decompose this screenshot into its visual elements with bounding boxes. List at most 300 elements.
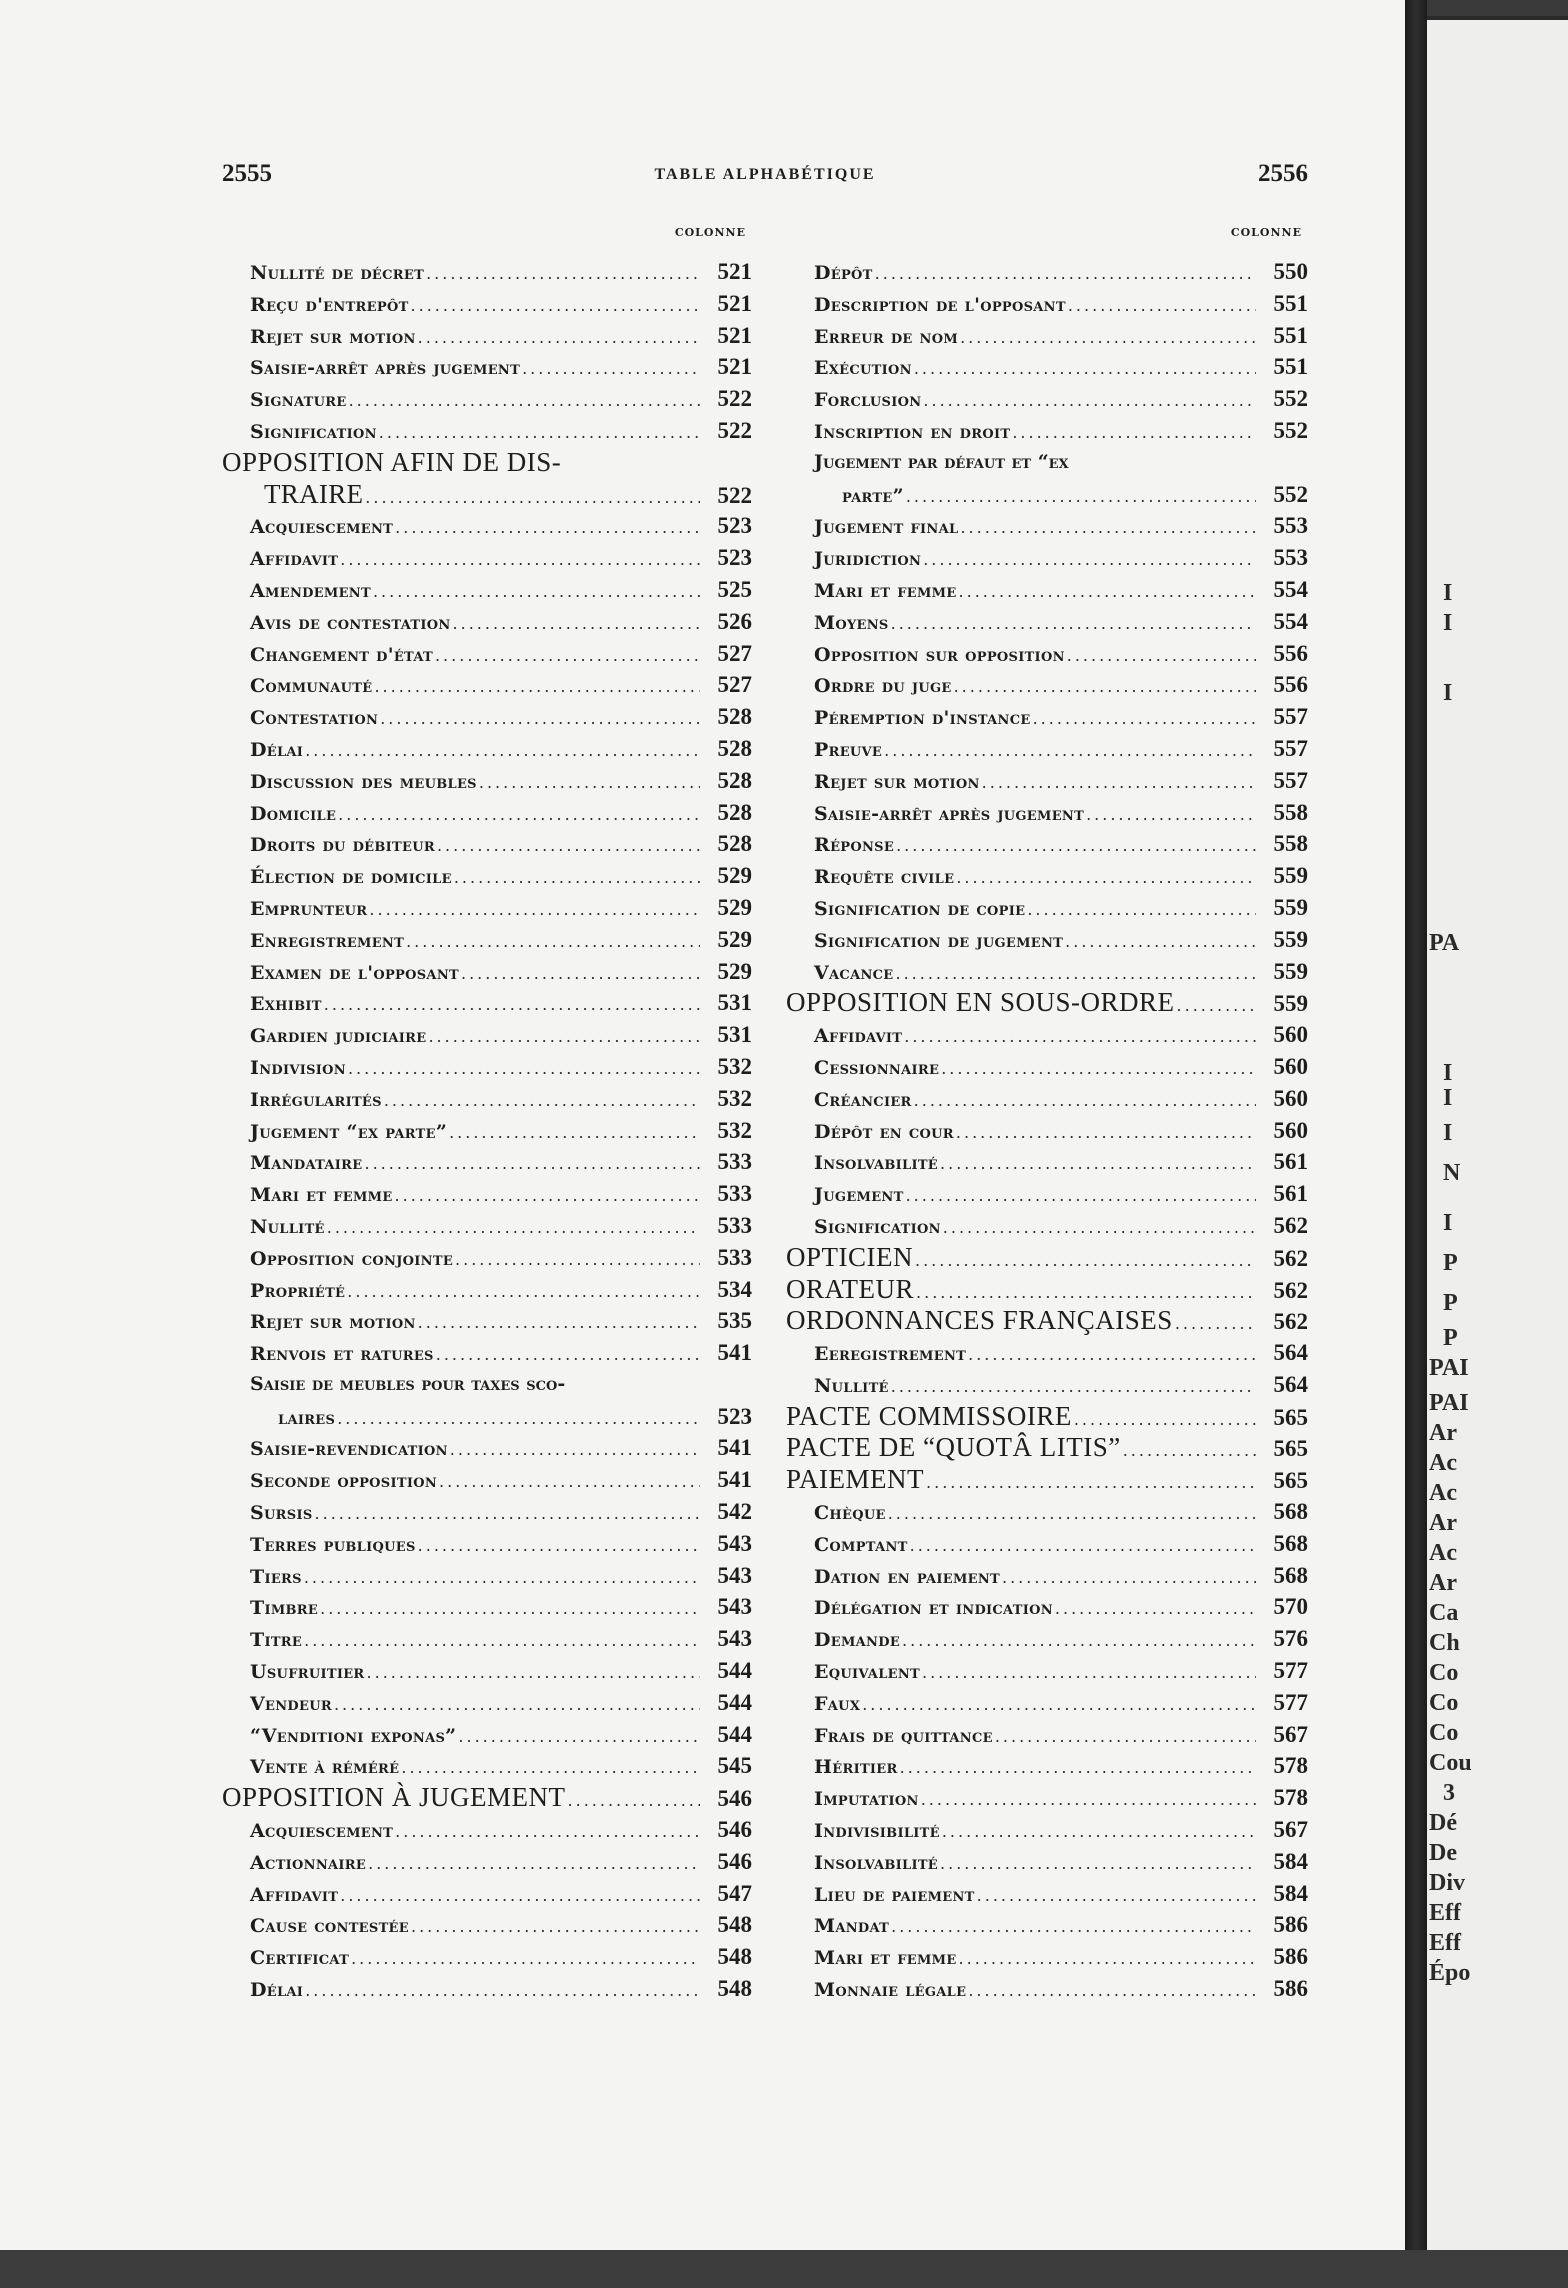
column-number: 543 — [717, 1562, 752, 1588]
column-number: 523 — [717, 545, 752, 571]
entry-term: Acquiescement — [250, 1820, 394, 1843]
next-page-fragment: Ac — [1429, 1450, 1457, 1476]
index-entry — [786, 1051, 1308, 1083]
dot-leader — [896, 830, 1256, 862]
dot-leader — [418, 1530, 700, 1562]
dot-leader — [1067, 640, 1256, 672]
index-entry — [786, 1814, 1308, 1846]
dot-leader — [395, 1180, 700, 1212]
column-number: 528 — [717, 767, 752, 793]
entry-term: Changement d'état — [250, 643, 433, 666]
index-entry — [786, 1528, 1308, 1560]
index-entry — [786, 860, 1308, 892]
index-entry — [222, 1655, 752, 1687]
entry-term: PACTE COMMISSOIRE — [786, 1400, 1072, 1431]
index-entry — [222, 1750, 752, 1782]
entry-term: Erreur de nom — [814, 325, 959, 348]
column-number: 541 — [717, 1435, 752, 1461]
dot-leader — [320, 1593, 700, 1625]
column-number: 522 — [717, 417, 752, 443]
page-number-left: 2555 — [222, 160, 272, 187]
dot-leader — [418, 322, 700, 354]
index-entry — [786, 1115, 1308, 1147]
dot-leader — [906, 1180, 1256, 1212]
index-entry — [786, 256, 1308, 288]
column-number: 521 — [717, 290, 752, 316]
column-number: 545 — [717, 1753, 752, 1779]
column-number: 548 — [717, 1912, 752, 1938]
dot-leader — [369, 894, 700, 926]
column-number: 586 — [1273, 1912, 1308, 1938]
dot-leader — [428, 1021, 700, 1053]
dot-leader — [1177, 990, 1256, 1022]
dot-leader — [862, 1689, 1256, 1721]
dot-leader — [522, 353, 700, 385]
column-number: 547 — [717, 1880, 752, 1906]
dot-leader — [365, 1148, 701, 1180]
index-entry — [222, 638, 752, 670]
column-number: 578 — [1273, 1785, 1308, 1811]
column-number: 546 — [717, 1786, 752, 1812]
column-number: 577 — [1273, 1689, 1308, 1715]
index-entry — [222, 383, 752, 415]
dot-leader — [450, 1434, 700, 1466]
next-page-fragment: Épo — [1429, 1960, 1471, 1986]
entry-term: Description de l'opposant — [814, 293, 1066, 316]
entry-term: Saisie-arrêt après jugement — [250, 357, 521, 380]
index-entry — [786, 765, 1308, 797]
index-entry — [786, 1623, 1308, 1655]
entry-term: Monnaie légale — [814, 1979, 967, 2002]
entry-term: Preuve — [814, 738, 883, 761]
index-entry — [222, 415, 752, 447]
entry-term: Comptant — [814, 1533, 908, 1556]
entry-term: Délai — [250, 1979, 304, 2002]
entry-term: Eeregistrement — [814, 1343, 967, 1366]
dot-leader — [926, 1467, 1256, 1499]
index-entry — [222, 1210, 752, 1242]
entry-term: Exécution — [814, 357, 912, 380]
column-number: 559 — [1273, 926, 1308, 952]
next-page-fragment: I — [1443, 1060, 1453, 1086]
column-number: 528 — [717, 799, 752, 825]
dot-leader — [1175, 1308, 1256, 1340]
index-entry — [222, 701, 752, 733]
column-number: 533 — [717, 1212, 752, 1238]
dot-leader — [1123, 1435, 1256, 1467]
dot-leader — [896, 958, 1257, 990]
dot-leader — [347, 1276, 700, 1308]
next-page-fragment: Ar — [1429, 1510, 1457, 1536]
column-number: 532 — [717, 1117, 752, 1143]
next-page-fragment: Cou — [1429, 1750, 1472, 1776]
index-entry — [786, 351, 1308, 383]
dot-leader — [418, 1307, 700, 1339]
index-entry — [222, 1623, 752, 1655]
column-number: 535 — [717, 1308, 752, 1334]
entry-term: Signature — [250, 389, 347, 412]
entry-term: Moyens — [814, 611, 889, 634]
dot-leader — [406, 926, 700, 958]
dot-leader — [959, 1943, 1256, 1975]
column-number: 556 — [1273, 640, 1308, 666]
index-entry — [222, 765, 752, 797]
next-page-fragment: PAI — [1429, 1355, 1469, 1381]
dot-leader — [436, 1339, 700, 1371]
entry-term: parte” — [842, 484, 904, 507]
column-number: 554 — [1273, 608, 1308, 634]
column-number: 559 — [1273, 894, 1308, 920]
dot-leader — [1068, 290, 1256, 322]
index-entry — [222, 351, 752, 383]
dot-leader — [337, 1403, 700, 1435]
dot-leader — [960, 512, 1256, 544]
dot-leader — [1086, 799, 1256, 831]
column-number: 551 — [1273, 322, 1308, 348]
entry-term: Délai — [250, 738, 304, 761]
index-entry — [222, 669, 752, 701]
index-entry — [786, 1560, 1308, 1592]
index-entry — [786, 924, 1308, 956]
index-entry — [222, 542, 752, 574]
entry-term: Usufruitier — [250, 1661, 365, 1684]
entry-term: Domicile — [250, 802, 337, 825]
entry-term: Examen de l'opposant — [250, 961, 459, 984]
dot-leader — [437, 830, 700, 862]
index-entry — [222, 1560, 752, 1592]
dot-leader — [411, 1911, 700, 1943]
index-entry — [786, 1878, 1308, 1910]
index-entry — [222, 733, 752, 765]
dot-leader — [1033, 703, 1256, 735]
dot-leader — [942, 1816, 1256, 1848]
dot-leader — [906, 481, 1256, 513]
column-number: 532 — [717, 1085, 752, 1111]
dot-leader — [941, 1053, 1256, 1085]
entry-term: Imputation — [814, 1788, 919, 1811]
column-number: 560 — [1273, 1053, 1308, 1079]
column-number: 558 — [1273, 799, 1308, 825]
dot-leader — [395, 512, 700, 544]
dot-leader — [327, 1212, 700, 1244]
entry-term: OPPOSITION À JUGEMENT — [222, 1782, 566, 1813]
column-number: 525 — [717, 576, 752, 602]
index-entry — [786, 987, 1308, 1019]
index-entry — [786, 1274, 1308, 1306]
column-number: 523 — [717, 1403, 752, 1429]
page-title: TABLE ALPHABÉTIQUE — [654, 166, 876, 183]
next-page-fragment: Co — [1429, 1660, 1459, 1686]
column-number: 562 — [1273, 1245, 1308, 1271]
entry-term: Gardien judiciaire — [250, 1025, 427, 1048]
column-number: 564 — [1273, 1340, 1308, 1366]
index-entry — [222, 1051, 752, 1083]
dot-leader — [914, 353, 1256, 385]
entry-term: Sursis — [250, 1502, 313, 1525]
entry-term: Nullité de décret — [250, 262, 425, 284]
entry-term: Vacance — [814, 961, 894, 984]
entry-term: Insolvabilité — [814, 1851, 939, 1874]
dot-leader — [995, 1721, 1256, 1753]
column-number: 531 — [717, 1022, 752, 1048]
index-entry — [786, 1083, 1308, 1115]
next-page-fragment: Eff — [1429, 1930, 1461, 1956]
index-entry — [786, 1464, 1308, 1496]
dot-leader — [340, 1880, 700, 1912]
next-page-fragment: Ac — [1429, 1540, 1457, 1566]
entry-term: Opposition conjointe — [250, 1247, 454, 1270]
column-number: 584 — [1273, 1848, 1308, 1874]
next-page-fragment: PAI — [1429, 1390, 1469, 1416]
next-page-fragment: De — [1429, 1840, 1457, 1866]
entry-term: Mandataire — [250, 1152, 363, 1175]
entry-term: Cause contestée — [250, 1915, 409, 1938]
index-entry — [222, 1496, 752, 1528]
entry-term: Contestation — [250, 707, 379, 730]
column-number: 586 — [1273, 1944, 1308, 1970]
index-entry — [786, 1591, 1308, 1623]
entry-term: Jugement final — [814, 516, 959, 539]
index-entry — [786, 1750, 1308, 1782]
column-number: 544 — [717, 1658, 752, 1684]
next-page-fragment: P — [1443, 1290, 1458, 1316]
index-entry — [222, 860, 752, 892]
column-number: 527 — [717, 672, 752, 698]
column-label: COLONNE — [1230, 226, 1302, 239]
column-number: 576 — [1273, 1626, 1308, 1652]
dot-leader — [367, 1657, 700, 1689]
column-number: 584 — [1273, 1880, 1308, 1906]
dot-leader — [968, 1975, 1256, 2007]
dot-leader — [915, 1245, 1256, 1277]
index-entry — [786, 1973, 1308, 2005]
entry-term: Affidavit — [250, 548, 339, 571]
entry-term: Discussion des meubles — [250, 770, 477, 793]
column-number: 529 — [717, 958, 752, 984]
next-page-fragment: Co — [1429, 1720, 1459, 1746]
dot-leader — [956, 1117, 1256, 1149]
index-entry — [786, 797, 1308, 829]
column-number: 552 — [1273, 386, 1308, 412]
column-number: 553 — [1273, 545, 1308, 571]
index-entry — [222, 1909, 752, 1941]
index-entry — [786, 383, 1308, 415]
dot-leader — [304, 1625, 700, 1657]
index-entry — [222, 288, 752, 320]
column-number: 551 — [1273, 354, 1308, 380]
dot-leader — [453, 608, 700, 640]
entry-term: Certificat — [250, 1947, 350, 1970]
index-entries — [786, 256, 1308, 2005]
next-page-fragment: Eff — [1429, 1900, 1461, 1926]
index-entry — [786, 956, 1308, 988]
index-entry — [222, 256, 752, 288]
entry-term: Equivalent — [814, 1661, 920, 1684]
dot-leader — [411, 290, 700, 322]
entry-term: Irrégularités — [250, 1088, 382, 1111]
column-number: 567 — [1273, 1721, 1308, 1747]
column-number: 546 — [717, 1817, 752, 1843]
column-number: 561 — [1273, 1181, 1308, 1207]
column-number: 521 — [717, 259, 752, 284]
column-number: 557 — [1273, 704, 1308, 730]
entry-term: Frais de quittance — [814, 1724, 993, 1747]
index-entry — [786, 1305, 1308, 1337]
entry-term: Péremption d'instance — [814, 707, 1031, 730]
dot-leader — [956, 862, 1256, 894]
dot-leader — [884, 735, 1256, 767]
entry-term: Seconde opposition — [250, 1470, 438, 1493]
index-entry — [222, 1305, 752, 1337]
dot-leader — [940, 1848, 1256, 1880]
index-entry — [222, 479, 752, 511]
column-number: 564 — [1273, 1371, 1308, 1397]
entry-term: laires — [278, 1406, 336, 1429]
next-page-fragment: P — [1443, 1325, 1458, 1351]
dot-leader — [324, 989, 700, 1021]
dot-leader — [401, 1752, 700, 1784]
next-page-fragment: I — [1443, 1120, 1453, 1146]
column-number: 533 — [717, 1149, 752, 1175]
entry-term: Mari et femme — [250, 1184, 393, 1207]
column-number: 577 — [1273, 1658, 1308, 1684]
index-entry — [786, 510, 1308, 542]
dot-leader — [568, 1785, 700, 1817]
entry-term: Avis de contestation — [250, 611, 451, 634]
dot-leader — [435, 640, 700, 672]
index-entry-line: Jugement par défaut et “ex — [814, 450, 1069, 473]
next-page-fragment: Ar — [1429, 1570, 1457, 1596]
column-number: 544 — [717, 1689, 752, 1715]
index-entry — [222, 1719, 752, 1751]
index-entry — [786, 1337, 1308, 1369]
index-entry — [786, 1941, 1308, 1973]
dot-leader — [891, 1371, 1256, 1403]
dot-leader — [461, 958, 700, 990]
index-entry — [222, 320, 752, 352]
entry-term: Acquiescement — [250, 516, 394, 539]
dot-leader — [902, 1625, 1256, 1657]
entry-term: Rejet sur motion — [250, 1311, 416, 1334]
right-column — [786, 222, 1308, 2005]
column-number: 533 — [717, 1244, 752, 1270]
dot-leader — [304, 1562, 700, 1594]
dot-leader — [916, 1277, 1256, 1309]
entry-term: Dépôt — [814, 262, 873, 284]
entry-term: ORDONNANCES FRANÇAISES — [786, 1305, 1173, 1336]
index-entry — [222, 606, 752, 638]
entry-term: Rejet sur motion — [250, 325, 416, 348]
column-number: 562 — [1273, 1309, 1308, 1335]
column-number: 528 — [717, 735, 752, 761]
entry-term: Signification — [814, 1215, 941, 1238]
index-entry — [786, 828, 1308, 860]
column-number: 543 — [717, 1594, 752, 1620]
page-number-right: 2556 — [1258, 160, 1308, 187]
column-number: 568 — [1273, 1562, 1308, 1588]
column-number: 529 — [717, 863, 752, 889]
column-number: 567 — [1273, 1817, 1308, 1843]
dot-leader — [943, 1212, 1256, 1244]
next-page-edge — [1427, 20, 1568, 2250]
column-number: 558 — [1273, 831, 1308, 857]
entry-term: Renvois et ratures — [250, 1343, 434, 1366]
index-entry — [222, 1782, 752, 1814]
entry-term: Saisie-arrêt après jugement — [814, 802, 1085, 825]
dot-leader — [458, 1721, 700, 1753]
dot-leader — [891, 608, 1256, 640]
column-number: 529 — [717, 926, 752, 952]
entry-term: Signification — [250, 420, 377, 443]
column-number: 527 — [717, 640, 752, 666]
column-number: 556 — [1273, 672, 1308, 698]
dot-leader — [921, 1784, 1256, 1816]
index-entry — [222, 1878, 752, 1910]
dot-leader — [875, 258, 1256, 290]
dot-leader — [982, 767, 1256, 799]
column-number: 557 — [1273, 767, 1308, 793]
entry-term: Élection de domicile — [250, 866, 452, 889]
index-entry — [786, 1782, 1308, 1814]
entry-term: Nullité — [814, 1374, 889, 1397]
index-entry — [222, 987, 752, 1019]
dot-leader — [960, 322, 1256, 354]
column-number: 553 — [1273, 513, 1308, 539]
index-entry — [222, 1019, 752, 1051]
dot-leader — [914, 1085, 1256, 1117]
column-number: 565 — [1273, 1436, 1308, 1462]
index-entry — [786, 1242, 1308, 1274]
entry-term: PAIEMENT — [786, 1464, 925, 1495]
index-entry-line: Saisie de meubles pour taxes sco- — [250, 1372, 566, 1395]
entry-term: Demande — [814, 1629, 901, 1652]
index-entry — [786, 574, 1308, 606]
entry-term: Propriété — [250, 1279, 346, 1302]
dot-leader — [904, 1021, 1256, 1053]
dot-leader — [351, 1943, 700, 1975]
entry-term: Dation en paiement — [814, 1565, 1000, 1588]
next-page-fragment: Ch — [1429, 1630, 1460, 1656]
dot-leader — [891, 1911, 1256, 1943]
index-entry — [786, 1019, 1308, 1051]
column-number: 526 — [717, 608, 752, 634]
index-entry — [222, 1083, 752, 1115]
page-header — [222, 160, 1308, 200]
column-number: 552 — [1273, 417, 1308, 443]
column-number: 528 — [717, 704, 752, 730]
entry-term: Mandat — [814, 1915, 890, 1938]
column-number: 578 — [1273, 1753, 1308, 1779]
entry-term: Signification de jugement — [814, 929, 1064, 952]
scan-bottom-edge — [0, 2250, 1568, 2288]
index-entry — [786, 1432, 1308, 1464]
column-number: 552 — [1273, 481, 1308, 507]
dot-leader — [923, 544, 1256, 576]
dot-leader — [305, 735, 700, 767]
next-page-fragment: I — [1443, 680, 1453, 706]
next-page-fragment: I — [1443, 580, 1453, 606]
index-entry — [222, 797, 752, 829]
entry-term: Mari et femme — [814, 579, 957, 602]
index-entry — [222, 1464, 752, 1496]
column-number: 541 — [717, 1467, 752, 1493]
entry-term: Jugement “ex parte” — [250, 1120, 448, 1143]
dot-leader — [349, 385, 700, 417]
entry-term: Cessionnaire — [814, 1056, 940, 1079]
entry-term: Chèque — [814, 1502, 886, 1525]
index-entry — [222, 1274, 752, 1306]
index-entry — [786, 288, 1308, 320]
